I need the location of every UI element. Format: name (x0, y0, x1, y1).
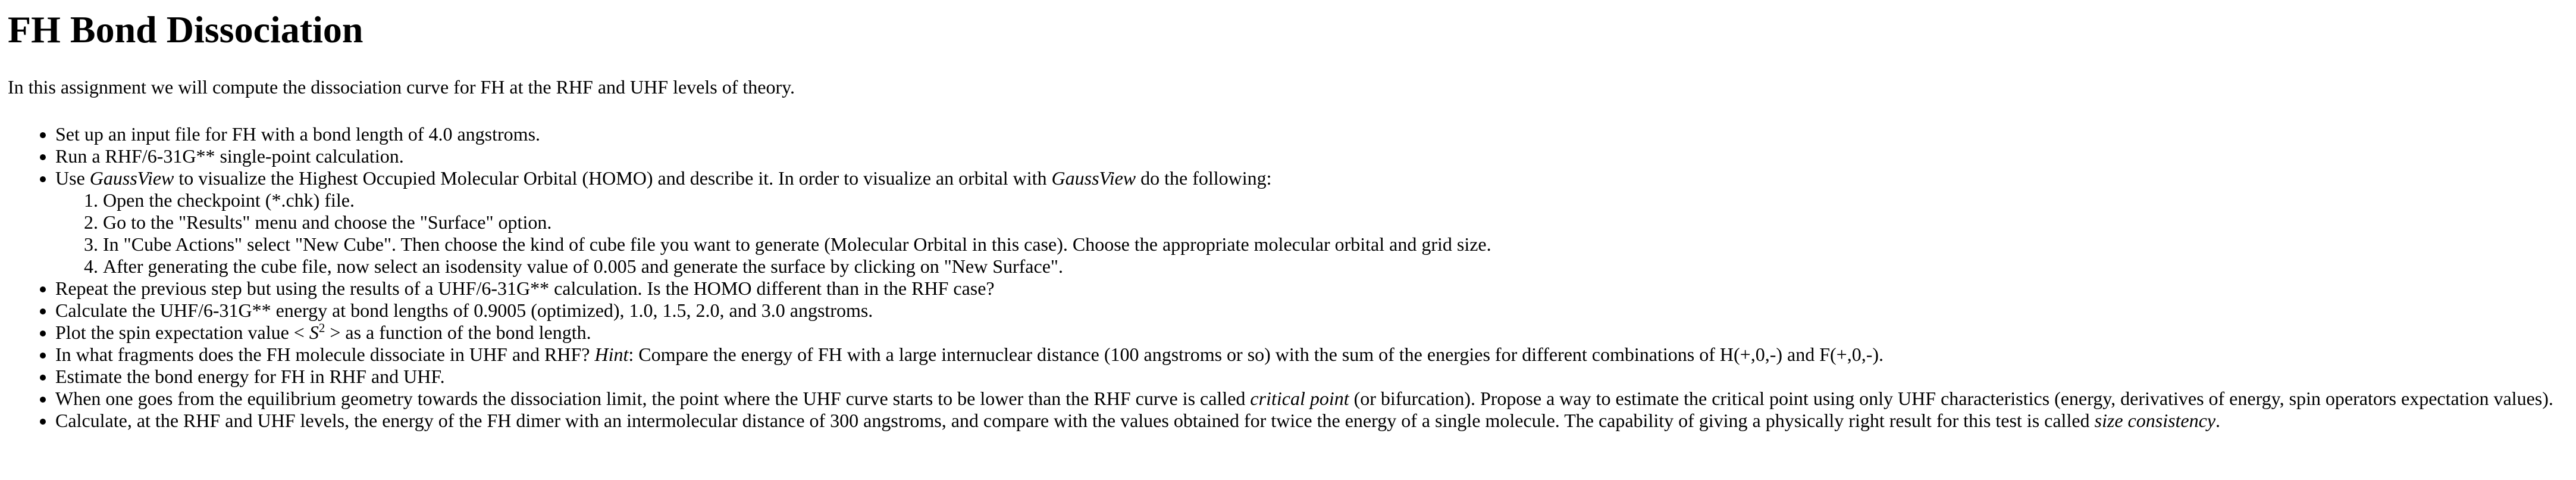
gaussview-emphasis: GaussView (89, 167, 174, 189)
step-item: 2. Go to the "Results" menu and choose the "Surface" option. (103, 211, 2568, 233)
task-calculate: • Calculate the UHF/6-31G** energy at bond lengths of 0.9005 (optimized), 1.0, 1.5, 2.0, and 3.0 angstroms. (55, 300, 2568, 322)
critical-point-emphasis: critical point (1250, 388, 1349, 409)
step-item: 4. After generating the cube file, now select an isodensity value of 0.005 and generate the surface by clicking on "New Surface". (103, 255, 2568, 278)
task-estimate: • Estimate the bond energy for FH in RHF and UHF. (55, 366, 2568, 388)
math-superscript: 2 (318, 320, 325, 335)
task-gaussview (55, 167, 2568, 278)
intro-paragraph: In this assignment we will compute the dissociation curve for FH at the RHF and UHF levels of theory. (8, 76, 795, 98)
task-setup: • Set up an input file for FH with a bond length of 4.0 angstroms. (55, 123, 2568, 145)
math-less-than: < (293, 322, 305, 343)
task-plot-post: as a function of the bond length. (340, 322, 591, 343)
gaussview-steps (55, 189, 2568, 278)
task-critical (55, 388, 2568, 410)
task-run: • Run a RHF/6-31G** single-point calculation. (55, 145, 2568, 167)
task-fragments-pre: In what fragments does the FH molecule dissociate in UHF and RHF? (55, 344, 595, 365)
page-title: FH Bond Dissociation (8, 8, 363, 51)
task-repeat: • Repeat the previous step but using the results of a UHF/6-31G** calculation. Is the HOMO different than in the RHF case? (55, 278, 2568, 300)
task-dimer (55, 410, 2568, 432)
task-list (8, 123, 2568, 432)
task-fragments (55, 344, 2568, 366)
math-greater-than: > (330, 322, 341, 343)
task-plot-pre: Plot the spin expectation value (55, 322, 294, 343)
document-page (0, 8, 2576, 480)
task-critical-pre: When one goes from the equilibrium geometry towards the dissociation limit, the point where the UHF curve starts to be lower than the RHF curve is called (55, 388, 1251, 409)
task-gaussview-pre: Use (55, 167, 90, 189)
task-gaussview-mid: to visualize the Highest Occupied Molecular Orbital (HOMO) and describe it. In order to visualize an orbital with (174, 167, 1052, 189)
step-item: 1. Open the checkpoint (*.chk) file. (103, 189, 2568, 211)
math-symbol-s: S (309, 322, 319, 343)
task-gaussview-post: do the following: (1136, 167, 1272, 189)
task-fragments-post: : Compare the energy of FH with a large internuclear distance (100 angstroms or so) with the sum of the energies for different combinations of H(+,0,-) and F(+,0,-). (628, 344, 1884, 365)
size-consistency-emphasis: size consistency (2094, 410, 2216, 431)
task-dimer-pre: Calculate, at the RHF and UHF levels, the energy of the FH dimer with an intermolecular distance of 300 angstroms, and compare with the values obtained for twice the energy of a single molecule. The capability of giving a physically right result for this test is called (55, 410, 2095, 431)
task-critical-post: (or bifurcation). Propose a way to estimate the critical point using only UHF characteristics (energy, derivatives of energy, spin operators expectation values). (1349, 388, 2553, 409)
gaussview-emphasis: GaussView (1051, 167, 1136, 189)
hint-emphasis: Hint (594, 344, 629, 365)
task-dimer-post: . (2215, 410, 2221, 431)
step-item: 3. In "Cube Actions" select "New Cube". Then choose the kind of cube file you want to generate (Molecular Orbital in this case). Choose the appropriate molecular orbital and grid size. (103, 233, 2568, 255)
task-plot (55, 322, 2568, 344)
